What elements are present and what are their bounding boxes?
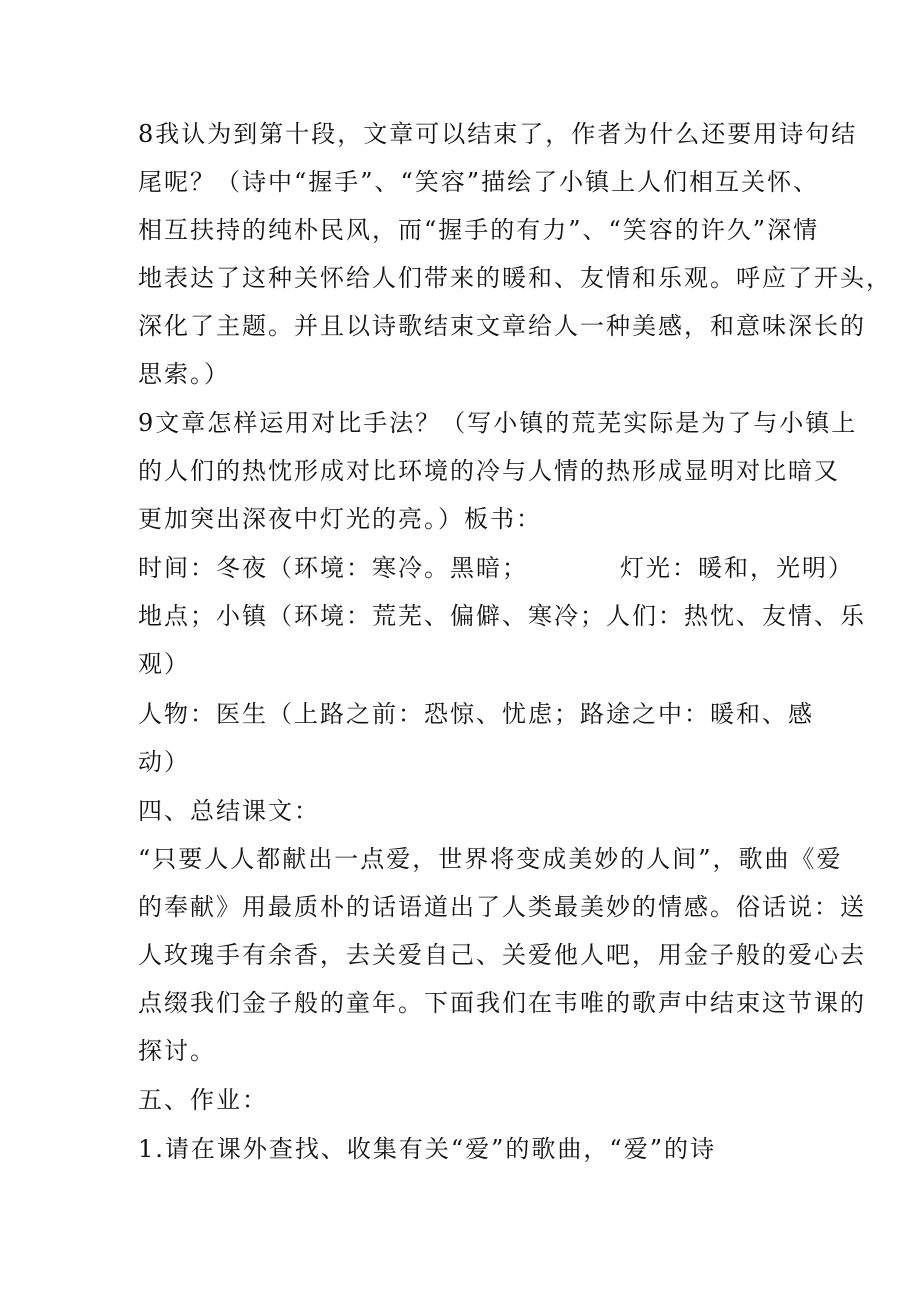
time-line-left: 时间：冬夜（环境：寒冷。黑暗； (138, 554, 528, 582)
text-line: 地点；小镇（环境：荒芜、偏僻、寒冷；人们：热忱、友情、乐 (138, 602, 866, 630)
text-line: 1.请在课外查找、收集有关“爱”的歌曲，“爱”的诗 (138, 1135, 716, 1163)
time-line (138, 553, 854, 583)
section-heading: 四、总结课文： (138, 797, 320, 825)
text-line: 的奉献》用最质朴的话语道出了人类最美妙的情感。俗话说：送 (138, 893, 866, 921)
text-line: 探讨。 (138, 1037, 216, 1065)
text-line: 思索。） (138, 360, 230, 388)
text-line: 的人们的热忱形成对比环境的冷与人情的热形成显明对比暗又 (138, 457, 840, 485)
section-heading: 五、作业： (138, 1086, 268, 1114)
text-line: 深化了主题。并且以诗歌结束文章给人一种美感，和意味深长的 (138, 312, 866, 340)
text-line: 更加突出深夜中灯光的亮。）板书： (138, 505, 542, 533)
text-line: 地表达了这种关怀给人们带来的暖和、友情和乐观。呼应了开头， (138, 264, 892, 292)
text-line: 相互扶持的纯朴民风，而“握手的有力”、“笑容的许久”深情 (138, 216, 820, 244)
text-line: 人物：医生（上路之前：恐惊、忧虑；路途之中：暖和、感 (138, 700, 814, 728)
text-line: 8我认为到第十段，文章可以结束了，作者为什么还要用诗句结 (138, 120, 858, 148)
text-line: 人玫瑰手有余香，去关爱自己、关爱他人吧，用金子般的爱心去 (138, 941, 866, 969)
time-line-right: 灯光：暖和，光明） (620, 554, 854, 582)
text-line: 点缀我们金子般的童年。下面我们在韦唯的歌声中结束这节课的 (138, 989, 866, 1017)
text-line: 9文章怎样运用对比手法？（写小镇的荒芜实际是为了与小镇上 (138, 409, 858, 437)
text-line: 尾呢？（诗中“握手”、“笑容”描绘了小镇上人们相互关怀、 (138, 168, 820, 196)
text-line: 动） (138, 748, 190, 776)
text-line: 观） (138, 650, 190, 678)
text-line: “只要人人都献出一点爱，世界将变成美妙的人间”，歌曲《爱 (138, 845, 843, 873)
